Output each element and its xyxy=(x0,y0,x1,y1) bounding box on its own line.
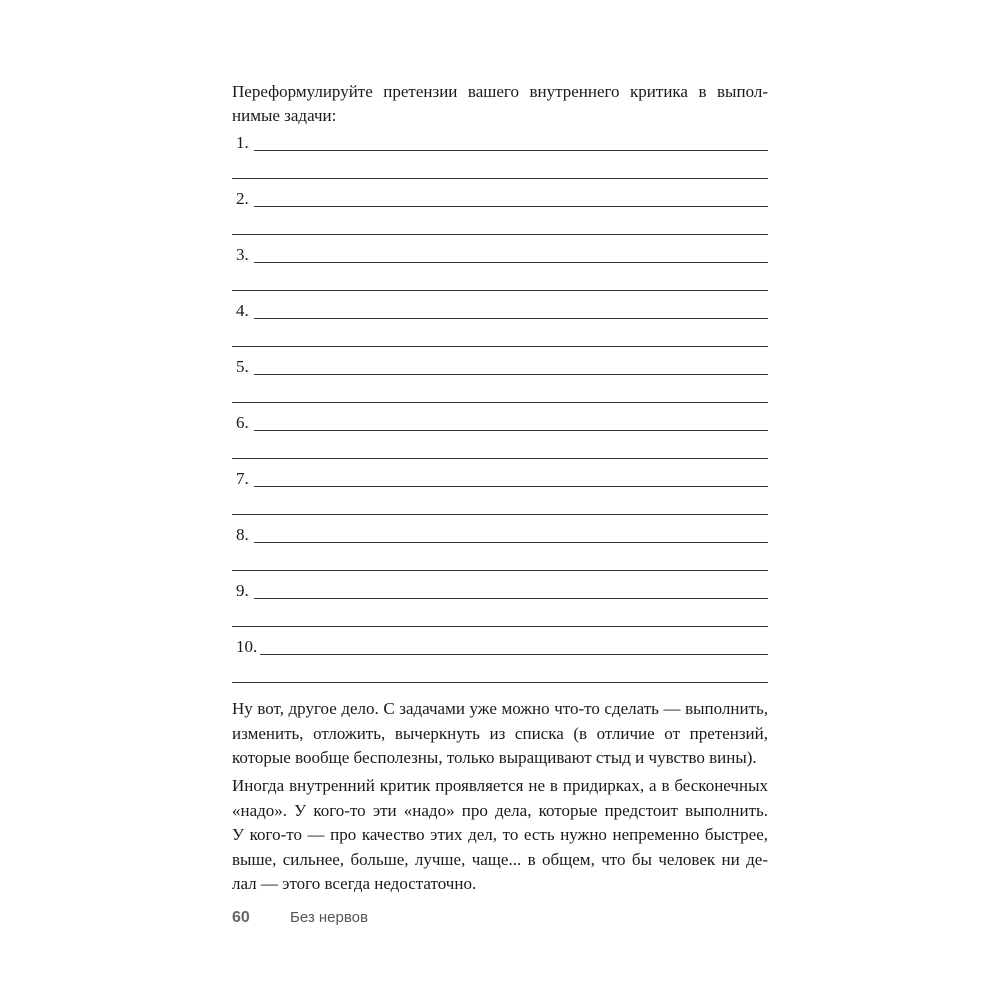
writing-line[interactable] xyxy=(232,514,768,515)
list-item xyxy=(232,576,768,632)
paragraph-line: лал — этого всегда недостаточно. xyxy=(232,874,477,893)
writing-line[interactable] xyxy=(232,346,768,347)
writing-line[interactable] xyxy=(254,542,768,543)
list-item xyxy=(232,184,768,240)
item-number: 5. xyxy=(236,357,249,376)
writing-line[interactable] xyxy=(254,262,768,263)
item-number: 9. xyxy=(236,581,249,600)
item-number: 8. xyxy=(236,525,249,544)
item-number: 2. xyxy=(236,189,249,208)
writing-line[interactable] xyxy=(232,234,768,235)
item-number: 10. xyxy=(236,637,258,656)
page-number: 60 xyxy=(232,909,250,926)
list-item xyxy=(232,632,768,688)
intro-text xyxy=(232,80,768,128)
list-item xyxy=(232,464,768,520)
writing-line[interactable] xyxy=(254,598,768,599)
list-item xyxy=(232,352,768,408)
item-number: 7. xyxy=(236,469,249,488)
book-title: Без нервов xyxy=(290,909,368,926)
body-paragraph xyxy=(232,697,768,771)
item-number: 3. xyxy=(236,245,249,264)
paragraph-line: выше, сильнее, больше, лучше, чаще... в общем, что бы человек ни де- xyxy=(232,849,768,869)
body-paragraph xyxy=(232,774,768,897)
writing-line[interactable] xyxy=(260,654,768,655)
item-number: 6. xyxy=(236,413,249,432)
writing-line[interactable] xyxy=(232,570,768,571)
paragraph-line: которые вообще бесполезны, только выращивают стыд и чувство вины). xyxy=(232,748,757,767)
writing-line[interactable] xyxy=(232,402,768,403)
writing-line[interactable] xyxy=(254,374,768,375)
paragraph-line: Ну вот, другое дело. С задачами уже можно что-то сделать — выполнить, xyxy=(232,699,768,718)
task-list xyxy=(232,128,768,688)
writing-line[interactable] xyxy=(254,150,768,151)
writing-line[interactable] xyxy=(232,682,768,683)
writing-line[interactable] xyxy=(232,458,768,459)
page-footer xyxy=(232,909,368,927)
writing-line[interactable] xyxy=(254,318,768,319)
writing-line[interactable] xyxy=(254,430,768,431)
writing-line[interactable] xyxy=(232,290,768,291)
list-item xyxy=(232,296,768,352)
writing-line[interactable] xyxy=(232,178,768,179)
list-item xyxy=(232,408,768,464)
item-number: 1. xyxy=(236,133,249,152)
paragraph-line: Иногда внутренний критик проявляется не в придирках, а в бесконечных xyxy=(232,776,768,795)
paragraph-line: «надо». У кого-то эти «надо» про дела, которые предстоит выполнить. xyxy=(232,800,768,820)
list-item xyxy=(232,520,768,576)
list-item xyxy=(232,240,768,296)
intro-line: нимые задачи: xyxy=(232,106,337,125)
writing-line[interactable] xyxy=(232,626,768,627)
item-number: 4. xyxy=(236,301,249,320)
writing-line[interactable] xyxy=(254,206,768,207)
writing-line[interactable] xyxy=(254,486,768,487)
paragraph-line: У кого-то — про качество этих дел, то есть нужно непременно быстрее, xyxy=(232,825,768,844)
list-item xyxy=(232,128,768,184)
paragraph-line: изменить, отложить, вычеркнуть из списка (в отличие от претензий, xyxy=(232,723,768,743)
intro-line: Переформулируйте претензии вашего внутреннего критика в выпол- xyxy=(232,82,768,101)
